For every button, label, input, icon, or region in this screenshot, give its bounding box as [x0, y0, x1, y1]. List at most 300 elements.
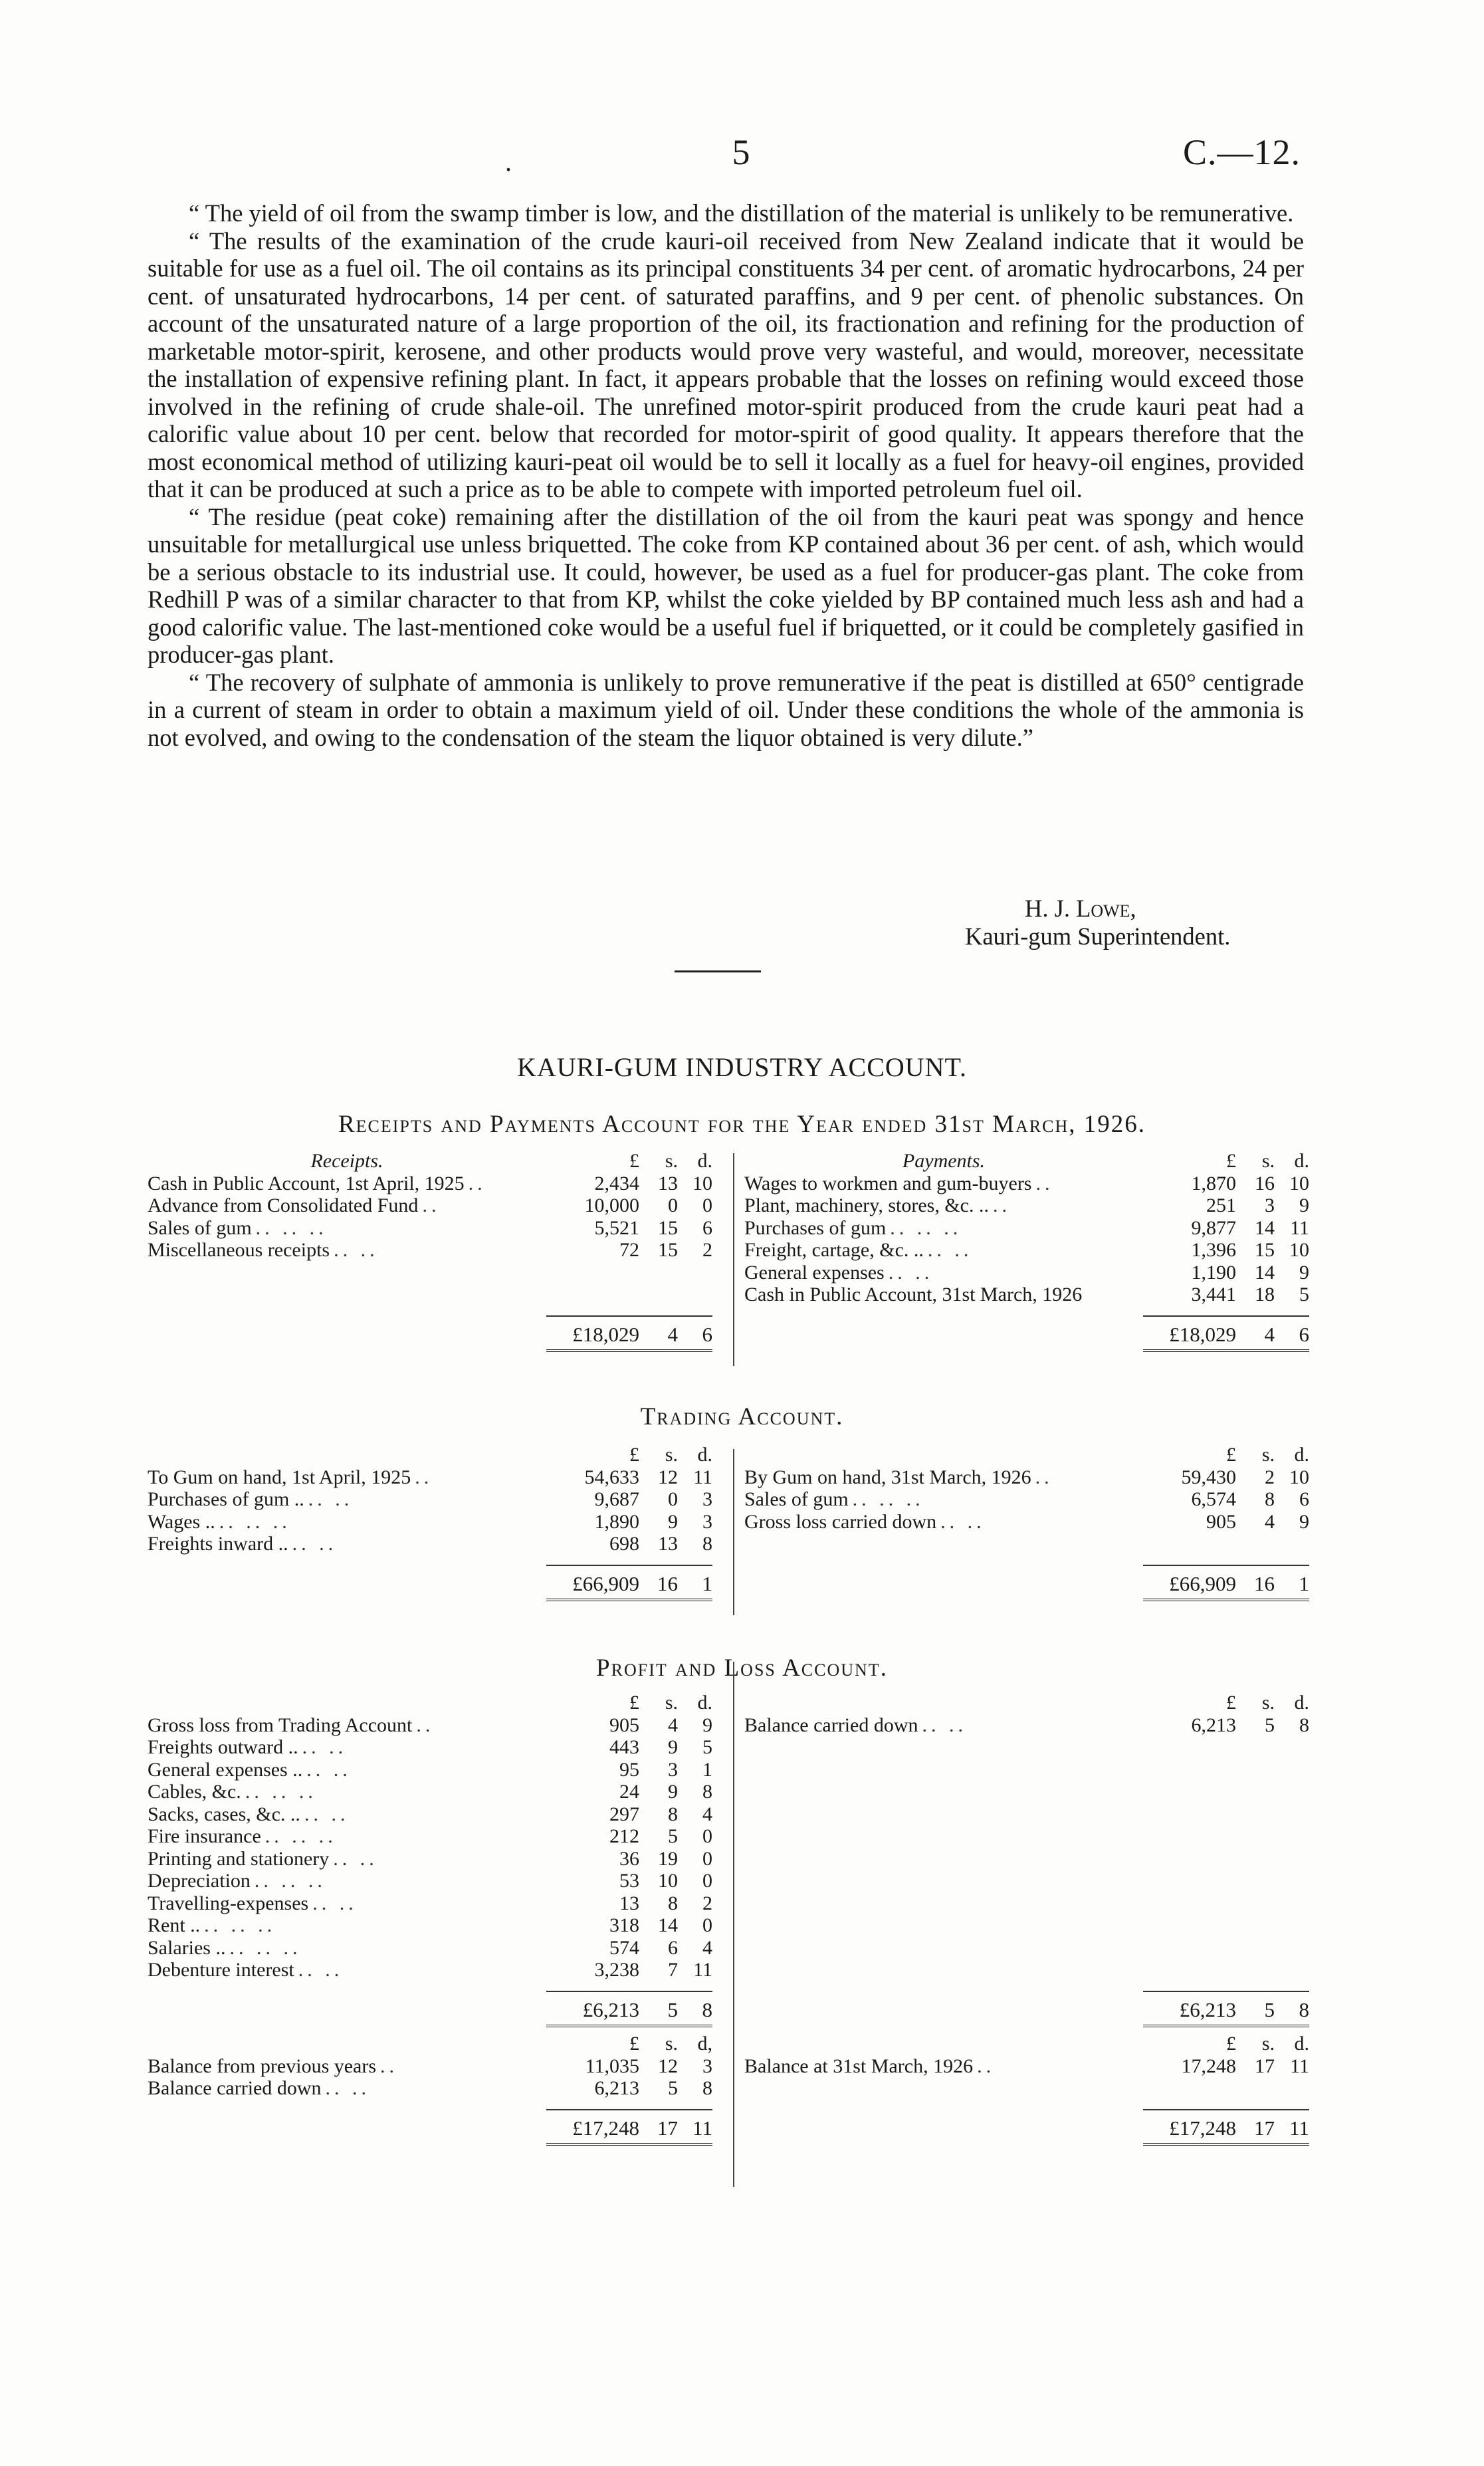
- total-row: [744, 1573, 1309, 1595]
- double-rule: [1143, 2025, 1309, 2029]
- amount-pence: 10: [692, 1172, 712, 1194]
- ledger-row: [744, 1714, 1309, 1737]
- amount-pounds: 72: [619, 1239, 639, 1261]
- leader-dots: ..: [468, 1172, 486, 1194]
- ledger-label: [744, 1239, 1143, 1262]
- amount-shillings: 9: [668, 1781, 678, 1803]
- total-pence: 8: [1299, 1997, 1309, 2021]
- leader-dots: .. ..: [334, 1239, 379, 1261]
- amount-shillings: 19: [658, 1847, 678, 1870]
- total-shillings: 17: [657, 2116, 678, 2140]
- spacer-row: [744, 1306, 1309, 1315]
- column-header-label: Payments.: [902, 1150, 986, 1172]
- column-header-label: [148, 1692, 546, 1714]
- profit-loss-heading: Profit and Loss Account.: [596, 1654, 888, 1682]
- leader-dots: .. .. ..: [265, 1825, 337, 1847]
- ledger-item: Sales of gum: [148, 1216, 252, 1239]
- ledger-label: [148, 1959, 546, 1981]
- leader-dots: ..: [380, 2055, 399, 2077]
- amount-shillings: 4: [668, 1714, 678, 1736]
- leader-dots: .. ..: [922, 1714, 968, 1736]
- total-rule: [1143, 1315, 1309, 1317]
- ledger-row: [148, 1803, 712, 1826]
- ledger-item: Freights outward ..: [148, 1736, 298, 1758]
- spacer-row: [744, 1914, 1309, 1937]
- ledger-row: [148, 2077, 712, 2100]
- ledger-label: [148, 1892, 546, 1915]
- ledger-row: [148, 1892, 712, 1915]
- leader-dots: ..: [992, 1194, 1011, 1216]
- amount-pounds: 698: [609, 1533, 639, 1555]
- spacer-row: [744, 1892, 1309, 1915]
- amount-pence: 4: [702, 1936, 712, 1959]
- ledger-item: Wages to workmen and gum-buyers: [744, 1172, 1032, 1194]
- amount-shillings: 9: [668, 1510, 678, 1533]
- ledger-item: To Gum on hand, 1st April, 1925: [148, 1466, 411, 1488]
- money-header-shillings: s.: [1261, 1444, 1275, 1466]
- amount-shillings: 18: [1255, 1284, 1275, 1305]
- amount-pounds: 1,890: [594, 1510, 639, 1533]
- ledger-row: [744, 1217, 1309, 1240]
- amount-pence: 10: [1289, 1172, 1309, 1194]
- ledger-item: Freights inward ..: [148, 1533, 288, 1555]
- ledger-label: [148, 1511, 546, 1533]
- total-row: [148, 2117, 712, 2140]
- ledger-row: [744, 1194, 1309, 1217]
- amount-shillings: 12: [658, 2055, 678, 2077]
- amount-pounds: 3,441: [1191, 1284, 1236, 1305]
- amount-pence: 8: [702, 1781, 712, 1803]
- column-header-row: [148, 1444, 712, 1466]
- total-rule: [546, 2109, 712, 2110]
- amount-pence: 2: [702, 1892, 712, 1914]
- column-header-row: [744, 1444, 1309, 1466]
- leader-dots: .. ..: [304, 1803, 350, 1825]
- money-header-shillings: s.: [1261, 2033, 1275, 2055]
- amount-pounds: 95: [619, 1758, 639, 1781]
- amount-pence: 1: [702, 1758, 712, 1781]
- ledger-item: Fire insurance: [148, 1825, 261, 1847]
- leader-dots: .. ..: [298, 1959, 344, 1981]
- amount-pence: 0: [702, 1914, 712, 1936]
- ledger-item: Sacks, cases, &c. ..: [148, 1803, 300, 1825]
- amount-pence: 10: [1289, 1466, 1309, 1488]
- ledger-item: Rent ..: [148, 1914, 201, 1936]
- spacer-row: [744, 1848, 1309, 1870]
- column-header-row: [148, 2033, 712, 2055]
- ledger-item: Travelling-expenses: [148, 1892, 309, 1914]
- total-shillings: 4: [667, 1322, 678, 1346]
- paragraph: “ The residue (peat coke) remaining after the distillation of the oil from the kauri peat was spongy and hence unsuitable for metallurgical use unless briquetted. The coke from KP contained about 36 per cent. of ash, which would be a serious obstacle to its industrial use. It could, however, be used as a fuel for producer-gas plant. The coke from Redhill P was of a similar character to that from KP, whilst the coke yielded by BP contained much less ash and had a good calorific value. The last-mentioned coke would be a useful fuel if briquetted, or it could be completely gasified in producer-gas plant.: [148, 503, 1304, 668]
- leader-dots: .. ..: [302, 1736, 348, 1758]
- leader-dots: .. .. ..: [255, 1216, 328, 1239]
- amount-shillings: 15: [658, 1216, 678, 1239]
- ledger-label: [148, 1937, 546, 1960]
- spacer-row: [148, 1284, 712, 1306]
- ledger-row: [148, 1781, 712, 1803]
- ledger-item: General expenses: [744, 1261, 885, 1284]
- spacer-row: [148, 1981, 712, 1991]
- amount-pence: 4: [702, 1803, 712, 1825]
- total-pence: 1: [702, 1571, 712, 1595]
- money-header-pounds: £: [629, 2033, 639, 2055]
- ledger-row: [744, 1488, 1309, 1511]
- ledger-row: [744, 1173, 1309, 1195]
- money-header-pounds: £: [1226, 2033, 1236, 2055]
- total-pence: 8: [702, 1997, 712, 2021]
- ledger-label: [148, 1173, 546, 1195]
- amount-pence: 5: [1299, 1284, 1309, 1305]
- ledger-row: [148, 1217, 712, 1240]
- leader-dots: ..: [1035, 1172, 1054, 1194]
- money-header-pounds: £: [629, 1692, 639, 1714]
- total-pence: 6: [702, 1322, 712, 1346]
- ledger-label: [148, 2055, 546, 2078]
- ledger-item: Purchases of gum: [744, 1216, 887, 1239]
- total-pounds: £6,213: [582, 1997, 639, 2021]
- amount-shillings: 5: [1265, 1714, 1275, 1736]
- amount-shillings: 4: [1265, 1510, 1275, 1533]
- ledger-row: [744, 1284, 1309, 1306]
- ledger-row: [148, 1870, 712, 1892]
- column-header-row: [744, 1692, 1309, 1714]
- ledger-label: [148, 1914, 546, 1937]
- payments-table: [744, 1150, 1309, 1354]
- total-rule: [546, 1565, 712, 1566]
- leader-dots: .. .. ..: [219, 1510, 291, 1533]
- amount-shillings: 17: [1255, 2055, 1275, 2077]
- amount-shillings: 0: [668, 1488, 678, 1510]
- signature-block: [965, 895, 1230, 950]
- double-rule: [1143, 2143, 1309, 2148]
- money-header-shillings: s.: [665, 1444, 678, 1466]
- ledger-row: [148, 2055, 712, 2078]
- ledger-label: [148, 1759, 546, 1781]
- ledger-row: [148, 1511, 712, 1533]
- spacer-row: [148, 2100, 712, 2109]
- ledger-item: Printing and stationery: [148, 1847, 330, 1870]
- money-header-pounds: £: [1226, 1444, 1236, 1466]
- double-rule: [1143, 1599, 1309, 1603]
- total-pence: 6: [1299, 1322, 1309, 1346]
- amount-pence: 11: [1290, 2055, 1309, 2077]
- amount-pounds: 251: [1206, 1194, 1236, 1216]
- ledger-item: Cables, &c.: [148, 1781, 241, 1803]
- spacer-row: [744, 1736, 1309, 1759]
- amount-pounds: 5,521: [594, 1216, 639, 1239]
- spacer-row: [744, 1533, 1309, 1555]
- total-label: [744, 1573, 1143, 1595]
- amount-pounds: 6,213: [594, 2077, 639, 2099]
- total-pounds: £66,909: [1169, 1571, 1236, 1595]
- amount-shillings: 14: [658, 1914, 678, 1936]
- leader-dots: .. ..: [306, 1758, 352, 1781]
- account-title: KAURI-GUM INDUSTRY ACCOUNT.: [516, 1052, 968, 1082]
- amount-shillings: 3: [668, 1758, 678, 1781]
- ledger-label: [744, 1488, 1143, 1511]
- ledger-row: [148, 1239, 712, 1262]
- amount-pence: 9: [1299, 1194, 1309, 1216]
- money-header-pence: d.: [697, 1692, 712, 1714]
- spacer-row: [148, 1555, 712, 1565]
- total-row: [744, 2117, 1309, 2140]
- total-rule: [1143, 1565, 1309, 1566]
- amount-shillings: 8: [668, 1803, 678, 1825]
- amount-pounds: 9,687: [594, 1488, 639, 1510]
- amount-shillings: 8: [1265, 1488, 1275, 1510]
- total-label: [744, 1323, 1143, 1346]
- ledger-label: [148, 1825, 546, 1848]
- amount-pence: 8: [702, 1533, 712, 1555]
- amount-pounds: 10,000: [584, 1194, 639, 1216]
- leader-dots: .. ..: [927, 1239, 973, 1261]
- ledger-label: [148, 1848, 546, 1870]
- amount-shillings: 9: [668, 1736, 678, 1758]
- leader-dots: .. ..: [292, 1533, 338, 1555]
- ledger-label: [744, 1194, 1143, 1217]
- spacer-row: [148, 1306, 712, 1315]
- ledger-row: [148, 1848, 712, 1870]
- leader-dots: .. ..: [312, 1892, 358, 1914]
- ledger-item: By Gum on hand, 31st March, 1926: [744, 1466, 1031, 1488]
- ledger-label: [148, 1239, 546, 1262]
- spacer-row: [744, 2077, 1309, 2100]
- ledger-row: [148, 1466, 712, 1489]
- ledger-row: [744, 2055, 1309, 2078]
- money-header-pence: d.: [1294, 1150, 1309, 1172]
- money-header-shillings: s.: [1261, 1692, 1275, 1714]
- amount-shillings: 10: [658, 1870, 678, 1892]
- amount-pence: 8: [1299, 1714, 1309, 1736]
- ledger-row: [744, 1466, 1309, 1489]
- ledger-row: [148, 1714, 712, 1737]
- total-label: [148, 1999, 546, 2021]
- ledger-row: [148, 1914, 712, 1937]
- total-shillings: 17: [1254, 2116, 1275, 2140]
- amount-pence: 11: [693, 1466, 712, 1488]
- amount-pence: 3: [702, 1488, 712, 1510]
- amount-pounds: 905: [609, 1714, 639, 1736]
- amount-pounds: 212: [609, 1825, 639, 1847]
- ledger-row: [744, 1262, 1309, 1284]
- ledger-item: Balance at 31st March, 1926: [744, 2055, 974, 2077]
- ledger-label: [148, 1781, 546, 1803]
- amount-pounds: 6,574: [1191, 1488, 1236, 1510]
- ledger-label: [148, 2077, 546, 2100]
- trading-credit-table: [744, 1444, 1309, 1603]
- amount-shillings: 3: [1265, 1194, 1275, 1216]
- money-header-pounds: £: [1226, 1692, 1236, 1714]
- ledger-label: [148, 1714, 546, 1737]
- ledger-label: [148, 1217, 546, 1240]
- amount-shillings: 16: [1255, 1172, 1275, 1194]
- spacer-row: [744, 1870, 1309, 1892]
- total-rule: [546, 1315, 712, 1317]
- body-text: [148, 199, 1304, 751]
- amount-pence: 11: [1290, 1216, 1309, 1239]
- ledger-item: Balance carried down: [744, 1714, 918, 1736]
- total-shillings: 5: [1264, 1997, 1275, 2021]
- money-header-pence: d.: [1294, 1692, 1309, 1714]
- spacer-row: [744, 1781, 1309, 1803]
- double-rule: [546, 1599, 712, 1603]
- ledger-item: Miscellaneous receipts: [148, 1239, 330, 1261]
- ledger-row: [148, 1759, 712, 1781]
- total-pounds: £17,248: [1169, 2116, 1236, 2140]
- spacer-row: [744, 1759, 1309, 1781]
- amount-pence: 8: [702, 2077, 712, 2099]
- ledger-item: Gross loss carried down: [744, 1510, 937, 1533]
- ledger-row: [148, 1736, 712, 1759]
- amount-pounds: 443: [609, 1736, 639, 1758]
- ledger-label: [744, 1217, 1143, 1240]
- ledger-item: Sales of gum: [744, 1488, 849, 1510]
- total-label: [744, 2117, 1143, 2140]
- leader-dots: .. ..: [308, 1488, 354, 1510]
- profit-loss-credit-table: [744, 1692, 1309, 2029]
- ledger-item: Depreciation: [148, 1870, 251, 1892]
- leader-dots: ..: [415, 1466, 433, 1488]
- amount-pounds: 1,190: [1191, 1261, 1236, 1284]
- total-pounds: £17,248: [572, 2116, 639, 2140]
- column-header-label: [744, 1692, 1143, 1714]
- ledger-row: [744, 1511, 1309, 1533]
- ledger-item: Balance carried down: [148, 2077, 322, 2099]
- receipts-table: [148, 1150, 712, 1354]
- ledger-label: [744, 2055, 1143, 2078]
- trading-heading: Trading Account.: [640, 1403, 844, 1430]
- amount-pence: 11: [693, 1959, 712, 1981]
- amount-pence: 3: [702, 2055, 712, 2077]
- money-header-pounds: £: [629, 1444, 639, 1466]
- leader-dots: .. ..: [888, 1261, 934, 1284]
- total-pence: 11: [692, 2116, 712, 2140]
- amount-shillings: 0: [668, 1194, 678, 1216]
- money-header-pence: d.: [1294, 1444, 1309, 1466]
- ledger-item: General expenses ..: [148, 1758, 303, 1781]
- amount-pounds: 3,238: [594, 1959, 639, 1981]
- amount-pence: 9: [1299, 1510, 1309, 1533]
- ledger-item: Purchases of gum ..: [148, 1488, 304, 1510]
- ledger-row: [148, 1533, 712, 1555]
- amount-pounds: 905: [1206, 1510, 1236, 1533]
- column-divider: [733, 2034, 734, 2167]
- amount-pence: 5: [702, 1736, 712, 1758]
- amount-pence: 9: [702, 1714, 712, 1736]
- amount-pence: 6: [702, 1216, 712, 1239]
- stray-mark: .: [505, 147, 512, 177]
- ledger-label: [148, 1194, 546, 1217]
- trading-debit-table: [148, 1444, 712, 1603]
- section-divider: [675, 970, 761, 972]
- column-header-label: [148, 1444, 546, 1466]
- total-pence: 11: [1289, 2116, 1309, 2140]
- money-header-pence: d.: [697, 1444, 712, 1466]
- total-pence: 1: [1299, 1571, 1309, 1595]
- amount-shillings: 7: [668, 1959, 678, 1981]
- amount-pounds: 17,248: [1181, 2055, 1236, 2077]
- receipts-payments-heading: Receipts and Payments Account for the Year ended 31st March, 1926.: [338, 1111, 1146, 1138]
- amount-pence: 0: [702, 1825, 712, 1847]
- ledger-item: Cash in Public Account, 31st March, 1926: [744, 1284, 1083, 1305]
- leader-dots: ..: [1035, 1466, 1053, 1488]
- amount-shillings: 14: [1255, 1261, 1275, 1284]
- amount-shillings: 6: [668, 1936, 678, 1959]
- amount-pence: 6: [1299, 1488, 1309, 1510]
- leader-dots: .. .. ..: [245, 1781, 317, 1803]
- total-pounds: £66,909: [572, 1571, 639, 1595]
- paragraph: “ The yield of oil from the swamp timber is low, and the distillation of the material is unlikely to be remunerative.: [189, 199, 1294, 227]
- leader-dots: .. ..: [325, 2077, 371, 2099]
- spacer-row: [744, 1803, 1309, 1826]
- column-divider: [733, 1153, 734, 1366]
- amount-pounds: 11,035: [585, 2055, 639, 2077]
- total-shillings: 4: [1264, 1322, 1275, 1346]
- total-row: [744, 1999, 1309, 2021]
- report-reference: C.—12.: [1183, 132, 1301, 172]
- amount-shillings: 13: [658, 1172, 678, 1194]
- total-pounds: £6,213: [1179, 1997, 1236, 2021]
- amount-shillings: 5: [668, 2077, 678, 2099]
- signatory-name: H. J. Lowe,: [1025, 895, 1136, 922]
- ledger-label: [148, 1533, 546, 1555]
- money-header-shillings: s.: [665, 1150, 678, 1172]
- total-label: [744, 1999, 1143, 2021]
- leader-dots: .. .. ..: [204, 1914, 276, 1936]
- ledger-label: [744, 1262, 1143, 1284]
- total-row: [148, 1573, 712, 1595]
- amount-pence: 0: [702, 1870, 712, 1892]
- total-shillings: 5: [667, 1997, 678, 2021]
- ledger-label: [148, 1870, 546, 1892]
- total-label: [148, 2117, 546, 2140]
- spacer-row: [744, 1937, 1309, 1960]
- total-rule: [1143, 1991, 1309, 1992]
- ledger-label: [148, 1488, 546, 1511]
- amount-pounds: 6,213: [1191, 1714, 1236, 1736]
- leader-dots: .. ..: [940, 1510, 986, 1533]
- ledger-row: [148, 1488, 712, 1511]
- total-shillings: 16: [1254, 1571, 1275, 1595]
- ledger-row: [744, 1239, 1309, 1262]
- money-header-pence: d.: [697, 1150, 712, 1172]
- ledger-item: Gross loss from Trading Account: [148, 1714, 413, 1736]
- amount-shillings: 14: [1255, 1216, 1275, 1239]
- money-header-shillings: s.: [1261, 1150, 1275, 1172]
- ledger-item: Wages ..: [148, 1510, 215, 1533]
- column-header-row: [148, 1150, 712, 1173]
- amount-pounds: 9,877: [1191, 1216, 1236, 1239]
- total-pounds: £18,029: [1169, 1322, 1236, 1346]
- ledger-row: [148, 1937, 712, 1960]
- column-header-label: [744, 2033, 1143, 2055]
- amount-pence: 2: [702, 1239, 712, 1261]
- money-header-pence: d.: [1294, 2033, 1309, 2055]
- column-header-label: [148, 2033, 546, 2055]
- amount-pounds: 53: [619, 1870, 639, 1892]
- amount-pounds: 54,633: [584, 1466, 639, 1488]
- ledger-row: [148, 1959, 712, 1981]
- amount-pounds: 1,870: [1191, 1172, 1236, 1194]
- amount-shillings: 13: [658, 1533, 678, 1555]
- ledger-item: Plant, machinery, stores, &c. ..: [744, 1194, 989, 1216]
- profit-loss-debit-table: [148, 1692, 712, 2029]
- amount-pounds: 297: [609, 1803, 639, 1825]
- ledger-item: Cash in Public Account, 1st April, 1925: [148, 1172, 465, 1194]
- double-rule: [546, 2025, 712, 2029]
- leader-dots: ..: [416, 1714, 435, 1736]
- money-header-pounds: £: [1226, 1150, 1236, 1172]
